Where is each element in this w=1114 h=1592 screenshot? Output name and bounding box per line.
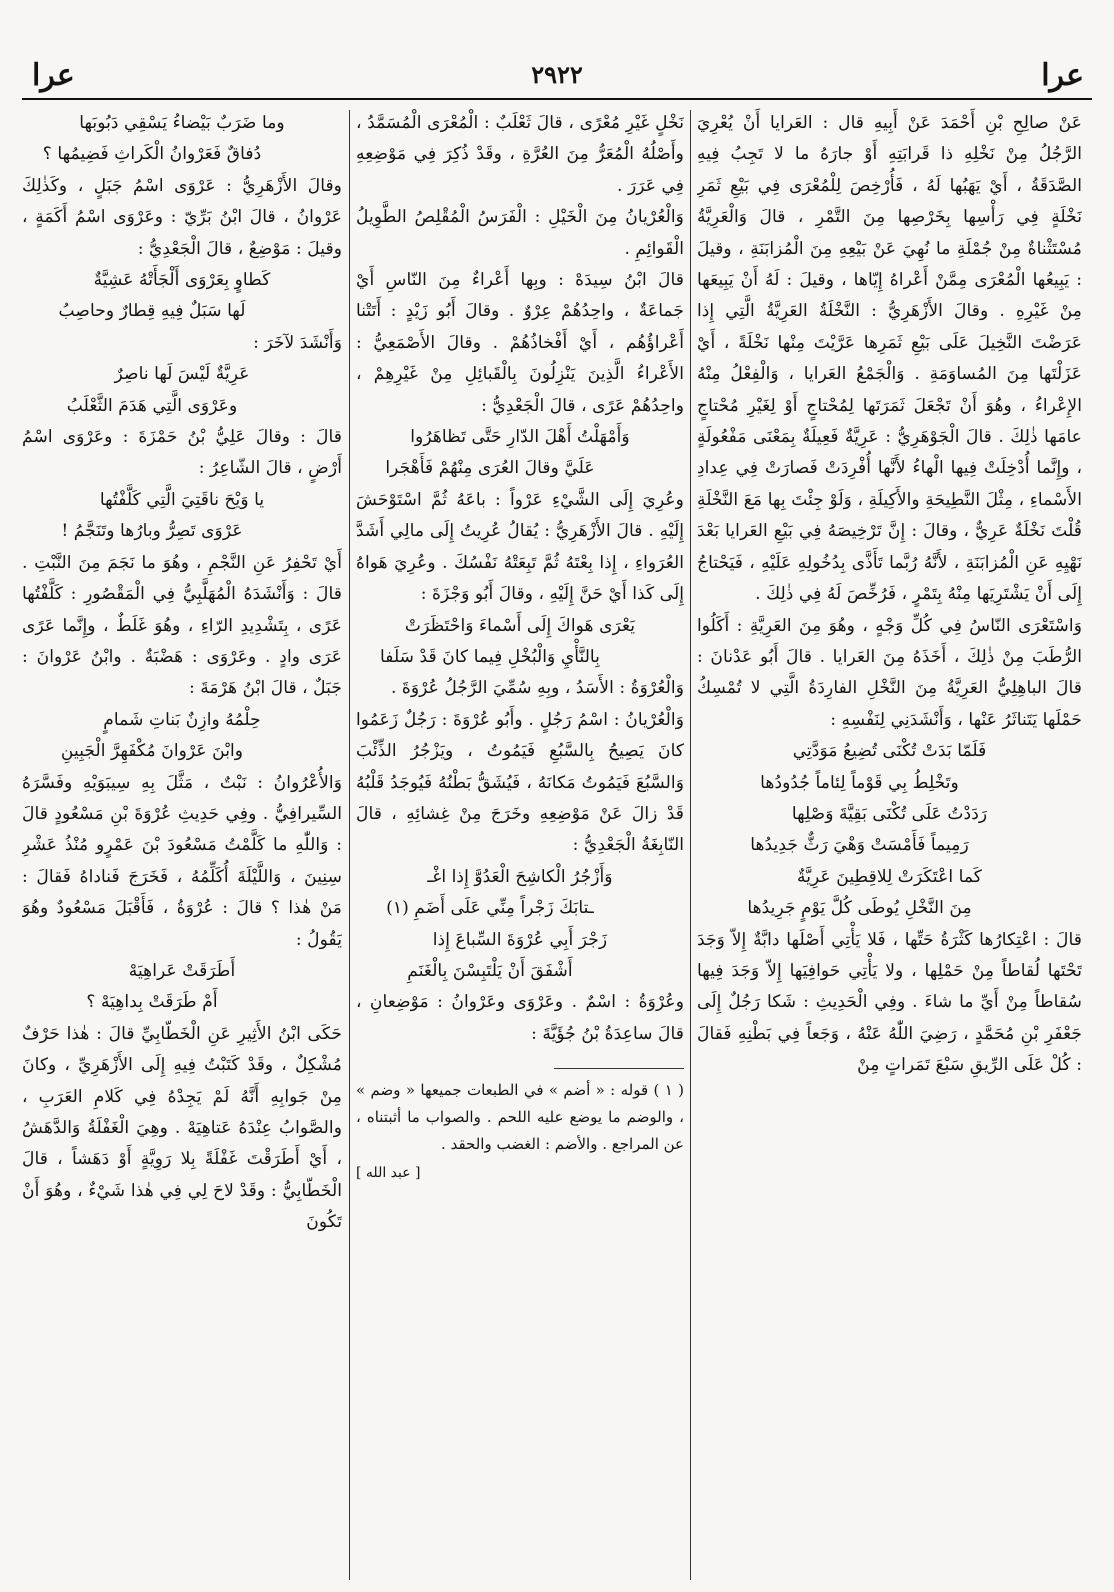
page-number: ٢٩٢٢	[531, 60, 583, 89]
page-header	[22, 58, 1092, 100]
paragraph: وَأَنْشَدَ لآخَرَ :	[253, 332, 342, 353]
verse-line: رَمِيماً فَأَمْسَتْ وَهْيَ رَثٌّ جَدِيدُها	[750, 835, 969, 856]
verse-line: وابْنَ عَرْوانَ مُكْفَهِرَّ الْجَبِينِ	[60, 741, 244, 762]
verse-line: عَلَيَّ وقالَ العُرَى مِنْهُمْ فَأَهْجَرا	[385, 458, 595, 479]
verse-line: حِلْمُهُ وازِنٌ بَناتِ شَمامٍ	[103, 709, 261, 730]
paragraph: نَخْلٍ غَيْرِ مُعْرًى ، قالَ ثَعْلَبٌ : الْمُعْرَى الْمُسَمَّدُ ، وأَصْلُهُ الْمُعَرُّ مِنَ العُرَّةِ ، وقَدْ ذُكِرَ فِي مَوْضِعِهِ فِي عَرَرَ .	[356, 113, 684, 196]
verse-line: رَدَدْتُ عَلَى تُكْنَى بَقِيَّةَ وَصْلِها	[791, 803, 988, 824]
verse-line: وَأَمْهَلْتُ أَهْلَ الدّارِ حَتَّى تَظاهَرُوا	[410, 427, 630, 448]
paragraph: قالَ ابْنُ سِيدَهْ : وبِها أَعْراءٌ مِنَ النّاسِ أَيْ جَماعَةٌ ، واحِدُهُمْ عِرْوٌ . وقالَ أَبُو زَيْدٍ : أَتَتْنا أَعْراؤُهُم ، أَيْ أَفْخاذُهُمْ . وقالَ الأَصْمَعِيُّ : الأَعْراءُ الَّذِينَ يَنْزِلُونَ بِالْقَبائِلِ مِنْ غَيْرِهِمْ ، واحِدُهُمْ عَرًى ، قالَ الْجَعْدِيُّ :	[356, 270, 684, 416]
verse-line: ـتابَكَ زَجْراً مِنِّي عَلَى أَضَمِ (١)	[386, 898, 594, 919]
verse-line: أَمْ طَرَقَتْ بِداهِيَهْ ؟	[86, 992, 218, 1013]
verse-line: أَطَرَقَتْ عَراهِيَهْ	[128, 960, 236, 981]
header-left-entry-word: عرا	[32, 58, 75, 93]
verse-line: دُفاقٌ فَعَرْوانُ الْكَراثِ فَضِيمُها ؟	[42, 144, 262, 165]
verse-line: يَعْرَى هَواكَ إِلَى أَسْماءَ وَاحْتَظَرَتْ	[404, 615, 636, 636]
footnote: ( ١ ) قوله : « أضم » في الطبعات جميعها « وضم » ، والوضم ما يوضع عليه اللحم . والصواب ما أثبتناه ، عن المراجع . والأضم : الغضب والحقد .	[356, 1081, 684, 1154]
column-divider-left	[349, 110, 350, 1580]
verse-line: وَأَزْجُرُ الْكاشِحَ الْعَدُوَّ إِذا اغْـ	[427, 866, 613, 887]
paragraph: وَالْعُرْيانُ مِنَ الْخَيْلِ : الْفَرَسُ الْمُقْلِصُ الطَّوِيلُ الْقَوائِمِ .	[356, 207, 684, 259]
text-column-left	[22, 108, 342, 1578]
paragraph: وَالأُعْرُوانُ : نَبْتٌ ، مَثَّلَ بِهِ سِيبَوَيْهِ وفَسَّرَهُ السِّيرافِيُّ . وفِي حَدِيثِ عُرْوَةَ بْنِ مَسْعُودٍ قالَ : وَاللّٰهِ ما كَلَّمْتُ مَسْعُودَ بْنَ عَمْرٍو مُنْذُ عَشْرِ سِنِينَ ، وَاللَّيْلَةَ أُكَلِّمُهُ ، فَخَرَجَ فَناداهُ فَقالَ : مَنْ هٰذا ؟ قالَ : عُرْوَةُ ، فَأَقْبَلَ مَسْعُودٌ وهُوَ يَقُولُ :	[22, 772, 342, 950]
paragraph: حَكَى ابْنُ الأَثِيرِ عَنِ الْخَطّابِيِّ قالَ : هٰذا حَرْفٌ مُشْكِلٌ ، وقَدْ كَتَبْتُ فِيهِ إِلَى الأَزْهَرِيِّ ، وكانَ مِنْ جَوابِهِ أَنَّهُ لَمْ يَجِدْهُ فِي كَلامِ العَرَبِ ، والصَّوابُ عِنْدَهُ عَتاهِيَهْ . وهِيَ الْغَفْلَةُ وَالدَّهَشُ ، أَيْ أَطَرَقْتَ غَفْلَةً بِلا رَوِيَّةٍ أَوْ دَهَشاً ، قالَ الْخَطّابِيُّ : وقَدْ لاحَ لِي فِي هٰذا شَيْءٌ ، وهُوَ أَنْ تَكُونَ	[22, 1023, 342, 1233]
paragraph: أَيْ تَحْفِرُ عَنِ النَّجْمِ ، وهُوَ ما نَجَمَ مِنَ النَّبْتِ . قالَ : وَأَنْشَدَهُ الْمُهَلَّبِيُّ فِي الْمَقْصُورِ : كَلَّفْتُها عَرًى ، بِتَشْدِيدِ الرّاءِ ، وهُوَ غَلَطٌ ، وإِنَّما عَرًى عَرَى وادٍ . وعَرْوَى : هَضْبَةٌ . وابْنُ عَرْوانَ : جَبَلٌ ، قالَ ابْنُ هَرْمَةَ :	[22, 552, 342, 699]
verse-line: عَرِيَّةٌ لَيْسَ لَها ناصِرٌ	[114, 364, 250, 385]
paragraph: قالَ : اعْتِكارُها كَثْرَةُ حَتِّها ، فَلا يَأْتِي أَصْلَها دابَّةٌ إِلاّ وَجَدَ تَحْتَها لُقاطاً مِنْ حَمْلِها ، ولا يَأْتِي حَوافِيَها إِلاّ وَجَدَ فِيها سُقاطاً مِنْ أَيِّ ما شاءَ . وفِي الْحَدِيثِ : شَكا رَجُلٌ إِلَى جَعْفَرِ بْنِ مُحَمَّدٍ ، رَضِيَ اللّٰهُ عَنْهُ ، وَجَعاً فِي بَطْنِهِ فَقالَ : كُلْ عَلَى الرِّيقِ سَبْعَ تَمَراتٍ مِنْ	[697, 929, 1082, 1076]
text-column-right	[697, 108, 1082, 1578]
paragraph: وَاسْتَعْرَى النّاسُ فِي كُلِّ وَجْهٍ ، وهُوَ مِنَ العَرِيَّةِ : أَكَلُوا الرُّطَبَ مِنْ ذٰلِكَ ، أَخَذَهُ مِنَ العَرايا . قالَ أَبُو عَدْنانَ : قالَ الباهِلِيُّ العَرِيَّةُ مِنَ النَّخْلِ الفارِدَةُ الَّتِي لا تُمْسِكُ حَمْلَها يَتَناثَرُ عَنْها ، وَأَنْشَدَنِي لِنَفْسِهِ :	[697, 615, 1082, 730]
header-right-entry-word: عرا	[1041, 58, 1084, 93]
verse-line: فَلَمّا بَدَتْ تُكْنَى تُضِيعُ مَوَدَّتِي	[792, 741, 987, 762]
paragraph: وعُرِيَ إِلَى الشَّيْءِ عَرْواً : باعَهُ ثُمَّ اسْتَوْحَشَ إِلَيْهِ . قالَ الأَزْهَرِيُّ : يُقالُ عُرِيتُ إِلَى مالِي أَشَدَّ العُرَواءِ ، إِذا بِعْتَهُ ثُمَّ تَبِعَتْهُ نَفْسُكَ . وعُرِيَ هَواهُ إِلَى كَذا أَيْ حَنَّ إِلَيْهِ ، وقالَ أَبُو وَجْزَةَ :	[356, 489, 684, 605]
paragraph: عَنْ صالِحِ بْنِ أَحْمَدَ عَنْ أَبِيهِ قال : العَرايا أَنْ يُعْرِيَ الرَّجُلُ مِنْ نَخْلِهِ ذا قَرابَتِهِ أَوْ جارَهُ ما لا تَجِبُ فِيهِ الصَّدَقَةُ ، أَيْ يَهَبُها لَهُ ، فَأُرْخِصَ لِلْمُعْرَى فِي بَيْعِ ثَمَرِ نَخْلَةٍ فِي رَأْسِها بِخَرْصِها مِنَ التَّمْرِ ، قالَ وَالْعَرِيَّةُ مُسْتَثْناةٌ مِنْ جُمْلَةِ ما نُهِيَ عَنْ بَيْعِهِ مِنَ الْمُزابَنَةِ ، وقيلَ : يَبِيعُها الْمُعْرَى مِمَّنْ أَعْراهُ إِيّاها ، وقيلَ : لَهُ أَنْ يَبِيعَها مِنْ غَيْرِهِ . وقالَ الأَزْهَرِيُّ : النَّخْلَةُ العَرِيَّةُ الَّتِي إِذا عَرَضْتَ النَّخِيلَ عَلَى بَيْعِ ثَمَرِها عَرَّيْتَ مِنْها نَخْلَةً ، أَيْ عَزَلْتَها مِنَ المُساوَمَةِ . وَالْجَمْعُ العَرايا ، وَالْفِعْلُ مِنْهُ الإِعْراءُ ، وهُوَ أَنْ تَجْعَلَ ثَمَرَتَها لِمُحْتاجٍ أَوْ لِغَيْرِ مُحْتاجٍ عامَها ذٰلِكَ . قالَ الْجَوْهَرِيُّ : عَرِيَّةٌ فَعِيلَةٌ بِمَعْنَى مَفْعُولَةٍ ، وإِنَّما أُدْخِلَتْ فِيها الْهاءُ لأَنَّها أُفْرِدَتْ فَصارَتْ فِي عِدادِ الأَسْماءِ ، مِثْلَ النَّطِيحَةِ والأَكِيلَةِ ، وَلَوْ جِئْتَ بِها مَعَ النَّخْلَةِ قُلْتَ نَخْلَةٌ عَرِيٌّ ، وقالَ : إِنَّ تَرْخِيصَهُ فِي بَيْعِ العَرايا بَعْدَ نَهْيِهِ عَنِ الْمُزابَنَةِ ، لأَنَّهُ رُبَّما تَأَذَّى بِدُخُولِهِ عَلَيْهِ ، فَيَحْتاجُ إِلَى أَنْ يَشْتَرِيَها مِنْهُ بِتَمْرٍ ، فَرُخِّصَ لَهُ فِي ذٰلِكَ .	[697, 113, 1082, 605]
paragraph: قالَ : وقالَ عَلِيُّ بْنُ حَمْزَةَ : وعَرْوَى اسْمُ أَرْضٍ ، قالَ الشّاعِرُ :	[22, 427, 342, 479]
verse-line: وما ضَرَبٌ بَيْضاءُ يَسْقِي دَبُوبَها	[79, 113, 285, 133]
verse-line: وعَرْوَى الَّتِي هَدَمَ الثَّعْلَبُ	[66, 395, 238, 416]
verse-line: وتَخْلِطُ بِي قَوْماً لِئاماً جُدُودُها	[760, 772, 959, 793]
paragraph: وَالْعُرْيانُ : اسْمُ رَجُلٍ . وأَبُو عُرْوَةَ : رَجُلٌ زَعَمُوا كانَ يَصِيحُ بِالسَّبُعِ فَيَمُوتُ ، ويَزْجُرُ الذِّئْبَ وَالسَّبُعَ فَيَمُوتُ مَكانَهُ ، فَيُشَقُّ بَطْنُهُ فَيُوجَدُ قَلْبُهُ قَدْ زالَ عَنْ مَوْضِعِهِ وخَرَجَ مِنْ غِشائِهِ ، قالَ النّابِغَةُ الْجَعْدِيُّ :	[356, 709, 684, 856]
verse-line: يا وَيْحَ ناقَتِيَ الَّتِي كَلَّفْتُها	[99, 489, 265, 510]
verse-line: لَها سَبَلٌ فِيهِ قِطارٌ وحاصِبُ	[58, 301, 246, 322]
verse-line: مِنَ النَّخْلِ يُوطَى كُلَّ يَوْمٍ جَرِيدُها	[747, 898, 972, 919]
verse-line: أَشْفَقَ أَنْ يَلْتَبِسْنَ بِالْغَنَمِ	[407, 960, 573, 981]
middle-column-body	[356, 108, 684, 1050]
verse-line: كَطاوٍ بِعَرْوَى أَلْجَأَتْهُ عَشِيَّةٌ	[93, 270, 271, 291]
footnote-signature: [ عبد الله ]	[356, 1165, 421, 1182]
verse-line: بِالنَّأْيِ وَالْبُخْلِ فِيما كانَ قَدْ سَلَفا	[380, 646, 600, 667]
column-divider-right	[690, 110, 691, 1580]
verse-line: كَما اعْتَكَرَتْ لِلاقِطِينَ عَرِيَّةٌ	[797, 866, 982, 887]
paragraph: وقالَ الأَزْهَرِيُّ : عَرْوَى اسْمُ جَبَلٍ ، وكَذٰلِكَ عَرْوانُ ، قالَ ابْنُ بَرِّيّ : وعَرْوَى اسْمُ أَكَمَةٍ ، وقيلَ : مَوْضِعٌ ، قالَ الْجَعْدِيُّ :	[22, 175, 342, 259]
verse-line: عَرْوَى تَصِرُّ وبارُها وتَنَجَّمُ !	[61, 521, 243, 542]
footnote-separator	[554, 1068, 684, 1069]
text-column-middle	[356, 108, 684, 1578]
verse-line: زَجْرَ أَبِي عُرْوَةَ السِّباعَ إِذا	[432, 929, 608, 950]
paragraph: وعُرْوَةُ : اسْمٌ . وعَرْوَى وعَرْوانُ : مَوْضِعانِ ، قالَ ساعِدَةُ بْنُ جُؤَيَّةَ :	[356, 992, 684, 1044]
paragraph: وَالْعُرْوَةُ : الأَسَدُ ، وبِهِ سُمِّيَ الرَّجُلُ عُرْوَةَ .	[390, 678, 684, 699]
